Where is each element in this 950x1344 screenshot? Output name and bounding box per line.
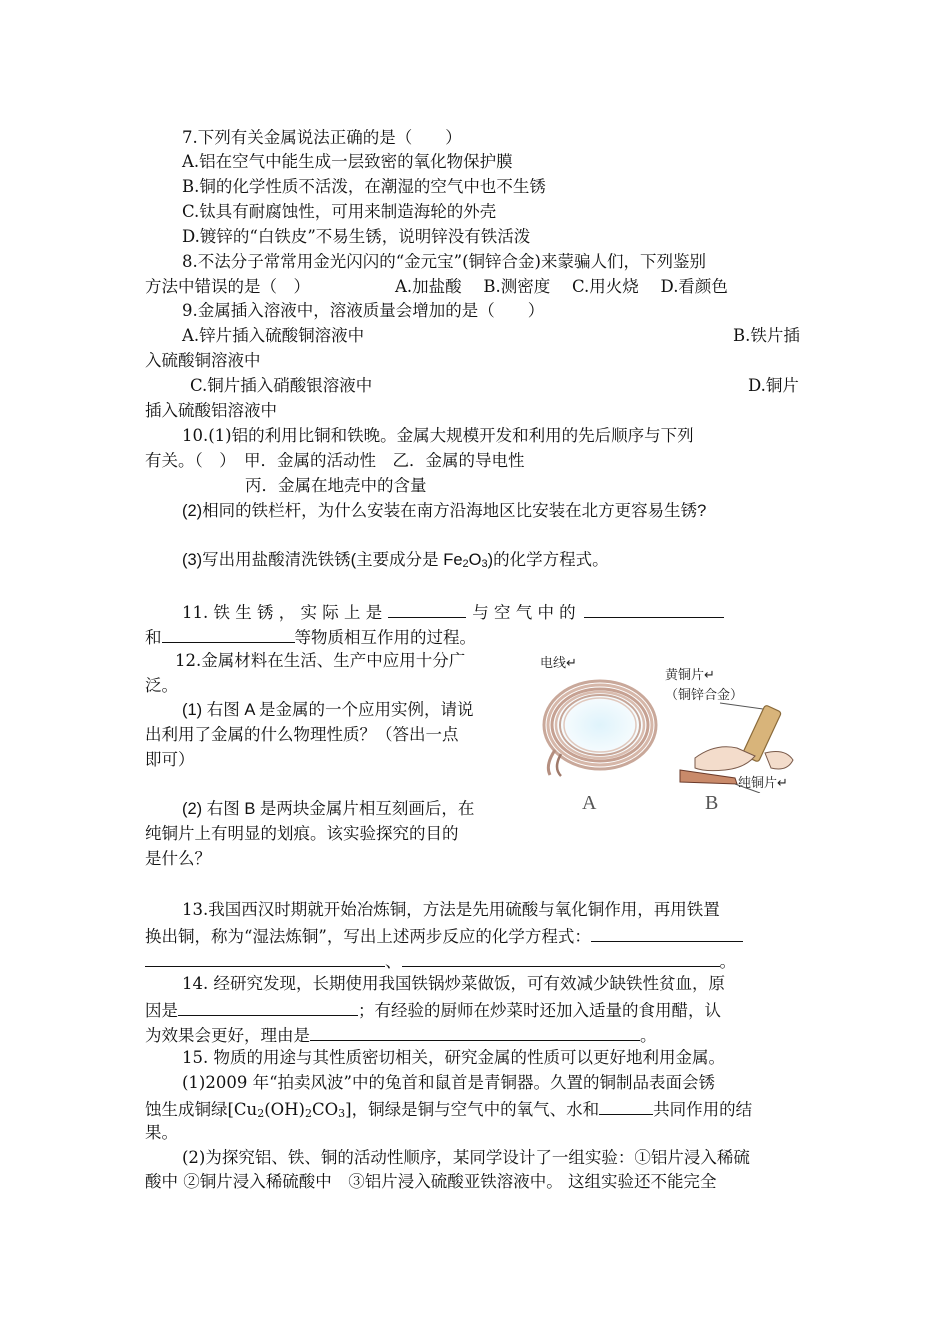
q9-option-c: C.铜片插入硝酸银溶液中 bbox=[190, 376, 373, 395]
q9-option-d-start: D.铜片 bbox=[748, 376, 799, 395]
q10-part3: (3)写出用盐酸清洗铁锈(主要成分是 Fe2O3)的化学方程式。 bbox=[182, 551, 609, 570]
q7-option-a: A.铝在空气中能生成一层致密的氧化物保护膜 bbox=[182, 152, 513, 171]
copper-label: 纯铜片↵ bbox=[738, 776, 788, 791]
q14-blank-2[interactable] bbox=[310, 1022, 640, 1041]
q11-line1: 11. 铁 生 锈 ， 实 际 上 是 与 空 气 中 的 bbox=[182, 599, 724, 625]
q12-part2-line3: 是什么？ bbox=[145, 849, 211, 868]
q14-line2: 因是 ；有经验的厨师在炒菜时还加入适量的食用醋，认 bbox=[145, 997, 721, 1023]
q14-line1: 14. 经研究发现，长期使用我国铁锅炒菜做饭，可有效减少缺铁性贫血，原 bbox=[182, 974, 725, 993]
q9-option-b-end: 入硫酸铜溶液中 bbox=[145, 351, 261, 370]
figure-letter-a: A bbox=[582, 792, 597, 814]
q15-blank-1[interactable] bbox=[599, 1096, 653, 1115]
q11-blank-1[interactable] bbox=[388, 599, 466, 618]
wire-label: 电线↵ bbox=[540, 656, 577, 671]
q15-part2-line1: (2)为探究铝、铁、铜的活动性顺序，某同学设计了一组实验：①铝片浸入稀硫 bbox=[182, 1148, 750, 1167]
q7-option-b: B.铜的化学性质不活泼，在潮湿的空气中也不生锈 bbox=[182, 177, 546, 196]
wire-coil-illustration bbox=[535, 670, 665, 780]
q7-stem: 7.下列有关金属说法正确的是（ ） bbox=[182, 128, 462, 147]
q11-blank-3[interactable] bbox=[162, 624, 295, 643]
q15-part1-line1: (1)2009 年“拍卖风波”中的兔首和鼠首是青铜器。久置的铜制品表面会锈 bbox=[182, 1073, 715, 1092]
q13-line3: 、 。 bbox=[145, 948, 736, 974]
q11-line2: 和 等物质相互作用的过程。 bbox=[145, 624, 476, 650]
q9-option-a: A.锌片插入硫酸铜溶液中 bbox=[182, 326, 365, 345]
q9-stem: 9.金属插入溶液中，溶液质量会增加的是（ ） bbox=[182, 301, 545, 320]
q9-option-b-start: B.铁片插 bbox=[733, 326, 800, 345]
q7-option-d: D.镀锌的“白铁皮”不易生锈，说明锌没有铁活泼 bbox=[182, 227, 531, 246]
q15-line1: 15. 物质的用途与其性质密切相关，研究金属的性质可以更好地利用金属。 bbox=[182, 1048, 725, 1067]
figure-letter-b: B bbox=[705, 792, 719, 814]
q10-part1-line2: 有关。（ ） 甲．金属的活动性 乙．金属的导电性 bbox=[145, 451, 525, 470]
q13-blank-1[interactable] bbox=[591, 923, 743, 942]
q14-blank-1[interactable] bbox=[178, 997, 358, 1016]
q8-line2: 方法中错误的是（ ） bbox=[145, 277, 310, 296]
q13-line1: 13.我国西汉时期就开始冶炼铜，方法是先用硫酸与氧化铜作用，再用铁置 bbox=[182, 900, 720, 919]
q12-part1-line3: 即可） bbox=[145, 750, 195, 769]
q7-option-c: C.钛具有耐腐蚀性，可用来制造海轮的外壳 bbox=[182, 202, 497, 221]
q10-part1-line3: 丙．金属在地壳中的含量 bbox=[245, 476, 427, 495]
q15-part1-line3: 果。 bbox=[145, 1123, 178, 1142]
q13-blank-2[interactable] bbox=[145, 948, 385, 967]
q8-line1: 8.不法分子常常用金光闪闪的“金元宝”(铜锌合金)来蒙骗人们，下列鉴别 bbox=[182, 252, 706, 271]
q15-part2-line2: 酸中 ②铜片浸入稀硫酸中 ③铝片浸入硫酸亚铁溶液中。 这组实验还不能完全 bbox=[145, 1172, 717, 1191]
q12-figure bbox=[535, 648, 810, 828]
q15-part1-line2: 蚀生成铜绿[Cu2(OH)2CO3]，铜绿是铜与空气中的氧气、水和 共同作用的结 bbox=[145, 1096, 752, 1126]
q10-part2: (2)相同的铁栏杆，为什么安装在南方沿海地区比安装在北方更容易生锈? bbox=[182, 502, 707, 520]
q12-part1-line1: (1) 右图 A 是金属的一个应用实例，请说 bbox=[182, 701, 474, 719]
brass-label-line1: 黄铜片↵ bbox=[665, 668, 715, 683]
q12-part1-line2: 出利用了金属的什么物理性质？（答出一点 bbox=[145, 725, 459, 744]
q12-line2: 泛。 bbox=[145, 676, 178, 695]
q10-part1-line1: 10.(1)铝的利用比铜和铁晚。金属大规模开发和利用的先后顺序与下列 bbox=[182, 426, 694, 445]
q8-options: A.加盐酸 B.测密度 C.用火烧 D.看颜色 bbox=[395, 277, 728, 296]
q12-part2-line1: (2) 右图 B 是两块金属片相互刻画后，在 bbox=[182, 800, 475, 818]
q11-blank-2[interactable] bbox=[584, 599, 724, 618]
q13-line2: 换出铜，称为“湿法炼铜”，写出上述两步反应的化学方程式： bbox=[145, 923, 743, 949]
q12-part2-line2: 纯铜片上有明显的划痕。该实验探究的目的 bbox=[145, 824, 459, 843]
q12-line1: 12.金属材料在生活、生产中应用十分广 bbox=[175, 651, 466, 670]
brass-label-line2: （铜锌合金） bbox=[665, 688, 744, 703]
q14-line3: 为效果会更好，理由是 。 bbox=[145, 1022, 657, 1048]
q13-blank-3[interactable] bbox=[402, 948, 720, 967]
q9-option-d-end: 插入硫酸铝溶液中 bbox=[145, 401, 277, 420]
